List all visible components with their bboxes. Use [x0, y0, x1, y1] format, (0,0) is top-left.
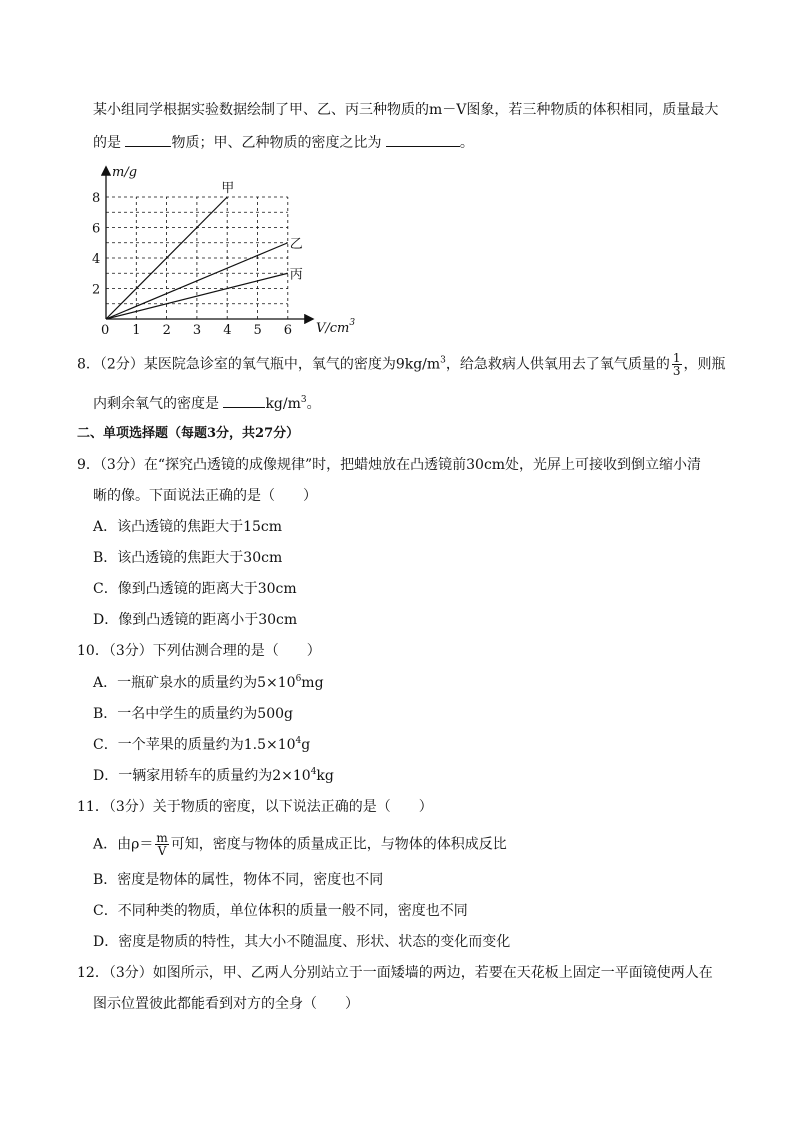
q10-option-a[interactable]: A．一瓶矿泉水的质量约为$5\times 10^6mg$: [93, 674, 324, 691]
y-tick-label: 2: [92, 282, 101, 298]
q8-text-e: 。: [306, 396, 321, 412]
series-label-1: 甲: [221, 181, 235, 196]
series-label-2: 乙: [289, 236, 303, 252]
q9-line1: 9．（3分）在“探究凸透镜的成像规律”时，把蜡烛放在凸透镜前30cm处，光屏上可接收到倒立缩小清: [77, 457, 702, 473]
answer-blank-q8[interactable]: [223, 393, 265, 408]
q10-option-b[interactable]: B．一名中学生的质量约为500g: [93, 706, 293, 722]
q7-line1: [93, 100, 718, 120]
q12-line1: 12．（3分）如图所示，甲、乙两人分别站立于一面矮墙的两边，若要在天花板上固定一平面镜使两人在: [77, 965, 713, 981]
q9-option-b[interactable]: B．该凸透镜的焦距大于30cm: [93, 550, 283, 566]
q9-line2: 晰的像。下面说法正确的是（ ）: [93, 488, 317, 504]
x-axis-label: $V/cm^3$: [316, 318, 356, 336]
x-tick-label: 1: [132, 323, 141, 338]
q8-sup1: 3: [440, 355, 446, 366]
q10-stem: 10．（3分）下列估测合理的是（ ）: [77, 643, 321, 659]
x-tick-label: 6: [283, 323, 293, 338]
q7-text-b: 物质；甲、乙种物质的密度之比为: [171, 135, 382, 151]
q8-line2: [93, 393, 321, 414]
q7-text: 某小组同学根据实验数据绘制了甲、乙、丙三种物质的m－V图象，若三种物质的体积相同，质量最大: [93, 102, 719, 118]
q11-option-c[interactable]: C．不同种类的物质，单位体积的质量一般不同，密度也不同: [93, 903, 468, 919]
y-axis-label: m/g: [112, 165, 138, 180]
q8-text-d: 内剩余氧气的密度是: [93, 396, 219, 412]
q11-option-d[interactable]: D．密度是物质的特性，其大小不随温度、形状、状态的变化而变化: [93, 934, 511, 950]
q9-option-d[interactable]: D．像到凸透镜的距离小于30cm: [93, 612, 298, 628]
series-label-3: 丙: [289, 267, 303, 283]
q7-text-a: 的是: [93, 135, 121, 151]
q11-stem: 11．（3分）关于物质的密度，以下说法正确的是（ ）: [77, 799, 433, 815]
density-fraction: $\frac{m}{V}$: [156, 831, 168, 858]
m-v-chart: [88, 162, 358, 342]
q8-unit: kg/m: [265, 396, 301, 412]
series-line-2: [106, 243, 288, 319]
y-tick-label: 6: [92, 221, 101, 237]
q9-option-a[interactable]: A．该凸透镜的焦距大于15cm: [93, 519, 283, 535]
q10-option-d[interactable]: D．一辆家用轿车的质量约为$2\times 10^4kg$: [93, 767, 334, 784]
q9-option-c[interactable]: C．像到凸透镜的距离大于30cm: [93, 581, 297, 597]
fraction-one-third: $\frac{1}{3}$: [672, 351, 681, 378]
q8-text-a: 8．（2分）某医院急诊室的氧气瓶中，氧气的密度为9kg/m: [77, 356, 441, 373]
section-heading: 二、单项选择题（每题3分，共27分）: [77, 426, 300, 441]
q8-sup2: 3: [300, 395, 307, 405]
y-tick-label: 8: [92, 191, 101, 206]
q7-line2: [93, 132, 474, 153]
q10-option-c[interactable]: C．一个苹果的质量约为$1.5\times 10^4g$: [93, 736, 311, 753]
q8-text-b: ，给急救病人供氧用去了氧气质量的: [445, 356, 670, 373]
x-tick-label: 5: [253, 323, 262, 338]
q7-text-c: 。: [459, 135, 474, 151]
y-tick-label: 4: [92, 252, 101, 267]
origin-label: 0: [101, 323, 110, 338]
answer-blank-q7-2[interactable]: [386, 132, 460, 147]
answer-blank-q7-1[interactable]: [125, 132, 171, 147]
q11-option-b[interactable]: B．密度是物体的属性，物体不同，密度也不同: [93, 872, 384, 888]
q8-text-c: ，则瓶: [683, 356, 726, 373]
q12-line2: 图示位置彼此都能看到对方的全身（ ）: [93, 996, 359, 1012]
x-tick-label: 4: [223, 323, 232, 338]
q11-option-a[interactable]: A．由ρ＝ $\frac{m}{V}$ 可知，密度与物体的质量成正比，与物体的体积成反比: [93, 831, 507, 858]
x-tick-label: 3: [192, 323, 202, 338]
x-tick-label: 2: [162, 323, 171, 338]
q8-line1: [77, 352, 726, 377]
chart-grid: [106, 197, 288, 319]
